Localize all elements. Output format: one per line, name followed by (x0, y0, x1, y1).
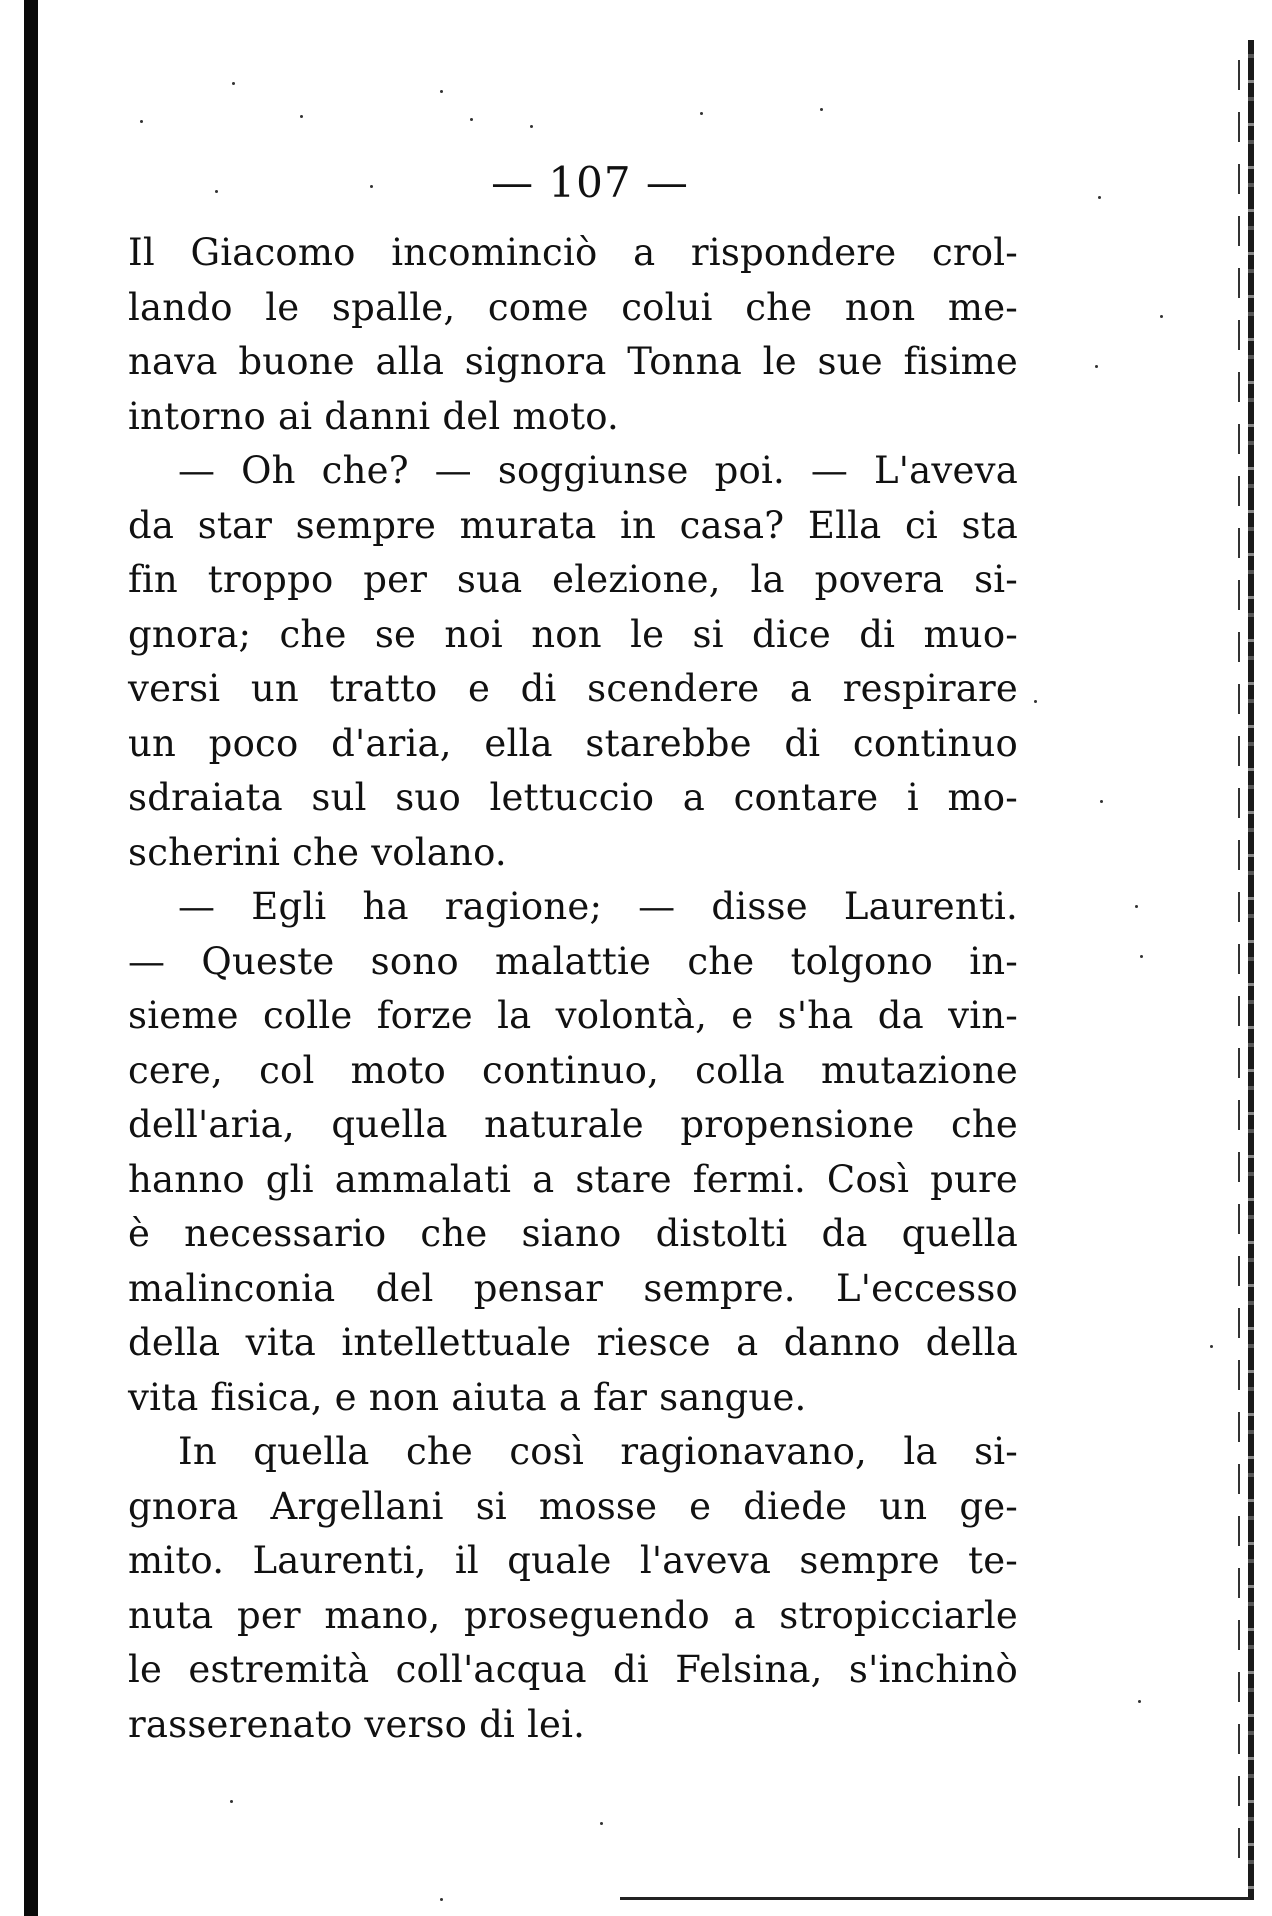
scan-speck (1034, 700, 1037, 703)
text-line: — Oh che? — soggiunse poi. — L'aveva (178, 449, 1018, 492)
scan-speck (1160, 315, 1163, 318)
scan-speck (1095, 365, 1098, 368)
text-line: scherini che volano. (128, 830, 507, 874)
binding-edge (24, 0, 38, 1916)
text-line: intorno ai danni del moto. (128, 394, 620, 438)
scan-speck (215, 190, 218, 193)
text-line: nava buone alla signora Tonna le sue fisime (128, 340, 1018, 383)
text-line: nuta per mano, proseguendo a stropicciarle (128, 1593, 1018, 1637)
text-line: un poco d'aria, ella starebbe di continuo (128, 721, 1018, 765)
scan-speck (232, 82, 235, 85)
scan-speck (700, 112, 703, 115)
text-line: vita fisica, e non aiuta a far sangue. (128, 1375, 807, 1419)
scan-speck (1100, 800, 1103, 803)
text-line: mito. Laurenti, il quale l'aveva sempre te- (128, 1539, 1018, 1582)
text-line: fin troppo per sua elezione, la povera si- (128, 558, 1018, 601)
text-line: gnora; che se noi non le si dice di muo- (128, 612, 1018, 656)
text-line: In quella che così ragionavano, la si- (178, 1430, 1018, 1473)
text-line: è necessario che siano distolti da quella (128, 1212, 1018, 1255)
scan-speck (470, 118, 473, 121)
scan-speck (1140, 955, 1143, 958)
scan-speck (440, 90, 443, 93)
text-line: cere, col moto continuo, colla mutazione (128, 1048, 1018, 1092)
scan-speck (230, 1800, 233, 1803)
text-line: sieme colle forze la volontà, e s'ha da vin- (128, 994, 1018, 1037)
bottom-page-edge (620, 1897, 1250, 1900)
scan-speck (820, 108, 823, 111)
text-line: dell'aria, quella naturale propensione che (128, 1103, 1018, 1146)
scan-speck (600, 1822, 603, 1825)
text-line: sdraiata sul suo lettuccio a contare i mo- (128, 776, 1018, 819)
right-page-edge-inner (1238, 60, 1240, 1880)
text-line: da star sempre murata in casa? Ella ci sta (128, 503, 1018, 547)
text-line: — Queste sono malattie che tolgono in- (128, 939, 1018, 983)
text-line: versi un tratto e di scendere a respirare (128, 667, 1018, 710)
right-page-edge (1248, 40, 1254, 1900)
body-text (128, 226, 1018, 1752)
scan-speck (370, 185, 373, 188)
text-line: rasserenato verso di lei. (128, 1702, 586, 1746)
scan-speck (530, 125, 533, 128)
scan-speck (1098, 196, 1101, 199)
page-number: — 107 — (491, 158, 689, 207)
text-line: lando le spalle, come colui che non me- (128, 285, 1018, 329)
text-line: le estremità coll'acqua di Felsina, s'inchinò (128, 1648, 1018, 1691)
scan-speck (1135, 905, 1138, 908)
text-line: gnora Argellani si mosse e diede un ge- (128, 1484, 1018, 1528)
scan-speck (140, 120, 143, 123)
text-line: della vita intellettuale riesce a danno della (128, 1321, 1018, 1364)
text-line: malinconia del pensar sempre. L'eccesso (128, 1266, 1018, 1310)
text-line: hanno gli ammalati a stare fermi. Così pure (128, 1157, 1018, 1201)
scan-speck (300, 115, 303, 118)
text-line: Il Giacomo incominciò a rispondere crol- (128, 231, 1018, 274)
scan-speck (1210, 1345, 1213, 1348)
scan-speck (440, 1898, 443, 1901)
scan-speck (1138, 1700, 1141, 1703)
text-line: — Egli ha ragione; — disse Laurenti. (178, 885, 1018, 928)
